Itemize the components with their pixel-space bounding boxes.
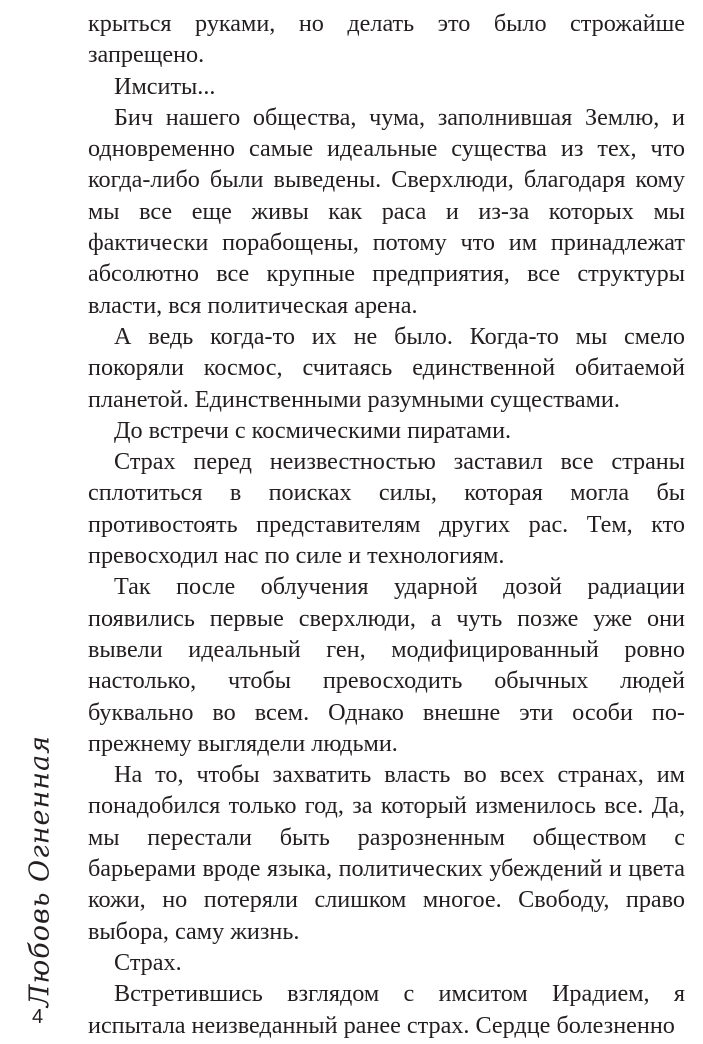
author-name: Любовь Огненная <box>24 734 56 1008</box>
body-text <box>88 8 685 1041</box>
paragraph: А ведь когда-то их не было. Когда-то мы смело покоряли космос, считаясь единственной обитаемой планетой. Единственными разумными существами. <box>88 322 685 413</box>
paragraph: Страх перед неизвестностью заставил все страны сплотиться в поисках силы, которая могла бы противостоять представителям других рас. Тем, кто превосходил нас по силе и технологиям. <box>88 448 685 570</box>
paragraph: Встретившись взглядом с имситом Ирадием, я испытала неизведанный ранее страх. Сердце болезненно <box>88 980 685 1039</box>
paragraph: Имситы... <box>114 72 216 100</box>
paragraph: Так после облучения ударной дозой радиации появились первые сверхлюди, а чуть позже уже они вывели идеальный ген, модифицированный ровно настолько, чтобы превосходить обычных людей буквально во всем. Однако внешне эти особи по-прежнему выглядели людьми. <box>88 573 685 757</box>
paragraph: На то, чтобы захватить власть во всех странах, им понадобился только год, за который изменилось все. Да, мы перестали быть разрозненным обществом с барьерами вроде языка, политических убеждений и цвета кожи, но потеряли слишком многое. Свободу, право выбора, саму жизнь. <box>88 761 685 945</box>
paragraph: Страх. <box>114 948 182 976</box>
paragraph: Бич нашего общества, чума, заполнившая Землю, и одновременно самые идеальные существа из тех, что когда-либо были выведены. Сверхлюди, благодаря кому мы все еще живы как раса и из-за которых мы фактически порабощены, потому что им принадлежат абсолютно все крупные предприятия, все структуры власти, вся политическая арена. <box>88 103 685 319</box>
paragraph: крыться руками, но делать это было строжайше запрещено. <box>88 10 685 69</box>
page-number: 4 <box>32 1006 44 1028</box>
paragraph: До встречи с космическими пиратами. <box>114 416 512 444</box>
